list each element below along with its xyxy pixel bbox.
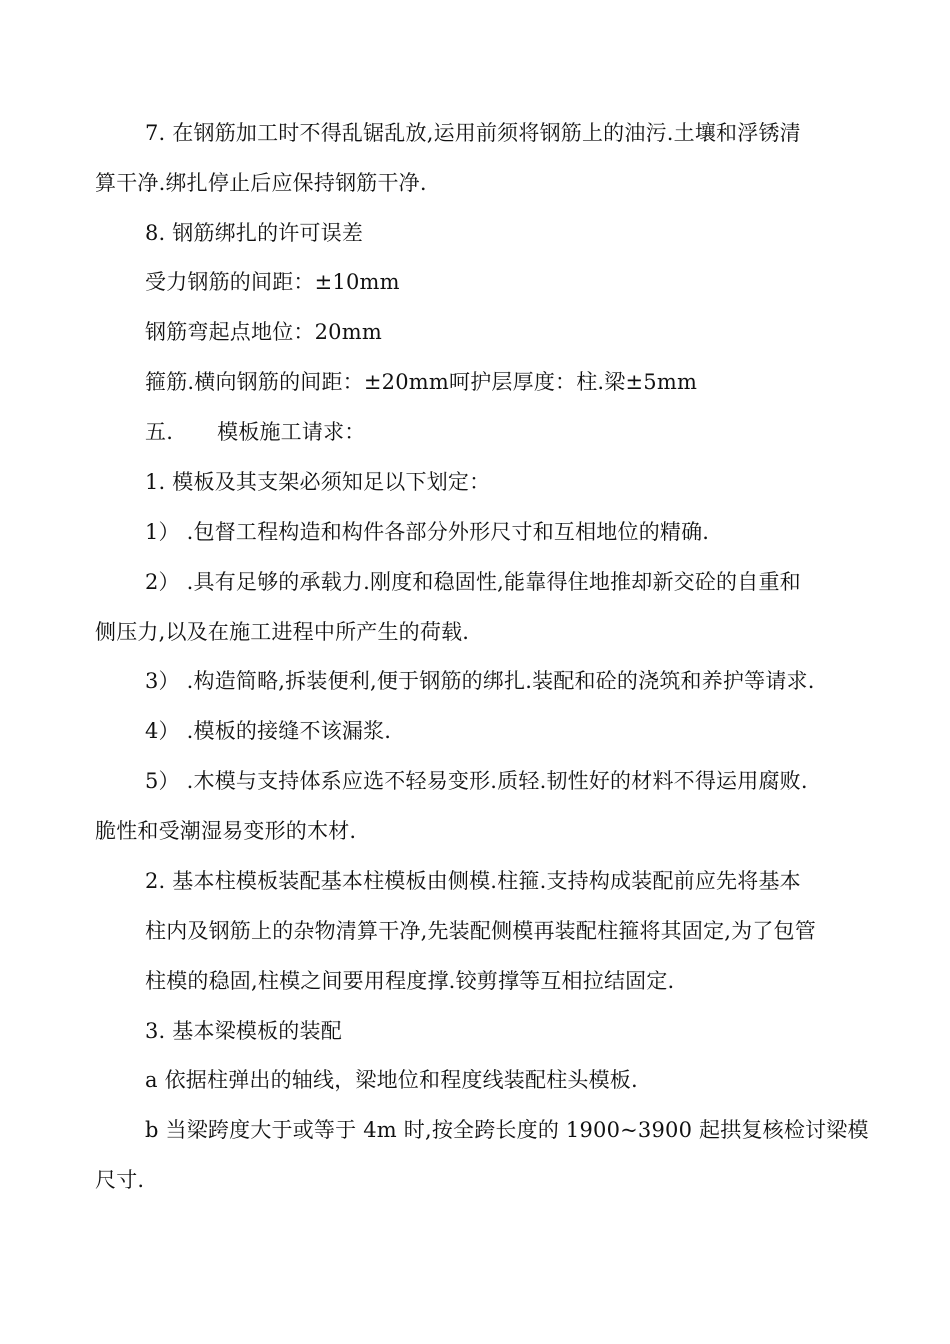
- sub-item-1: 1） .包督工程构造和构件各部分外形尺寸和互相地位的精确.: [145, 520, 710, 544]
- paragraph-7-line-1: 7. 在钢筋加工时不得乱锯乱放,运用前须将钢筋上的油污.土壤和浮锈清: [145, 121, 801, 145]
- sub-item-4: 4） .模板的接缝不该漏浆.: [145, 719, 392, 743]
- sub-item-5-line-2: 脆性和受潮湿易变形的木材.: [95, 819, 357, 843]
- paragraph-8-heading: 8. 钢筋绑扎的许可误差: [145, 221, 364, 245]
- item-2-line-1: 2. 基本柱模板装配基本柱模板由侧模.柱箍.支持构成装配前应先将基本: [145, 869, 801, 893]
- section-title: 模板施工请求：: [217, 420, 366, 444]
- sub-item-3: 3） .构造简略,拆装便利,便于钢筋的绑扎.装配和砼的浇筑和养护等请求.: [145, 669, 815, 693]
- item-2-line-2: 柱内及钢筋上的杂物清算干净,先装配侧模再装配柱箍将其固定,为了包管: [145, 919, 816, 943]
- sub-item-2-line-1: 2） .具有足够的承载力.刚度和稳固性,能靠得住地推却新交砼的自重和: [145, 570, 801, 594]
- paragraph-7-line-2: 算干净.绑扎停止后应保持钢筋干净.: [95, 171, 427, 195]
- item-1-heading: 1. 模板及其支架必须知足以下划定：: [145, 470, 491, 494]
- section-number: 五.: [145, 420, 174, 444]
- tolerance-stirrup-spacing: 箍筋.横向钢筋的间距：±20mm呵护层厚度：柱.梁±5mm: [145, 370, 698, 394]
- item-2-line-3: 柱模的稳固,柱模之间要用程度撑.铰剪撑等互相拉结固定.: [145, 969, 675, 993]
- item-3a: a 依据柱弹出的轴线，梁地位和程度线装配柱头模板.: [145, 1068, 638, 1092]
- section-five-heading: [145, 417, 365, 447]
- sub-item-2-line-2: 侧压力,以及在施工进程中所产生的荷载.: [95, 620, 470, 644]
- tolerance-bend-point: 钢筋弯起点地位：20mm: [145, 320, 382, 344]
- sub-item-5-line-1: 5） .木模与支持体系应选不轻易变形.质轻.韧性好的材料不得运用腐败.: [145, 769, 808, 793]
- tolerance-main-bar-spacing: 受力钢筋的间距：±10mm: [145, 270, 400, 294]
- item-3-heading: 3. 基本梁模板的装配: [145, 1019, 342, 1043]
- item-3b-line-2: 尺寸.: [95, 1168, 145, 1192]
- item-3b-line-1: b 当梁跨度大于或等于 4m 时,按全跨长度的 1900~3900 起拱复核检讨梁模: [145, 1118, 869, 1142]
